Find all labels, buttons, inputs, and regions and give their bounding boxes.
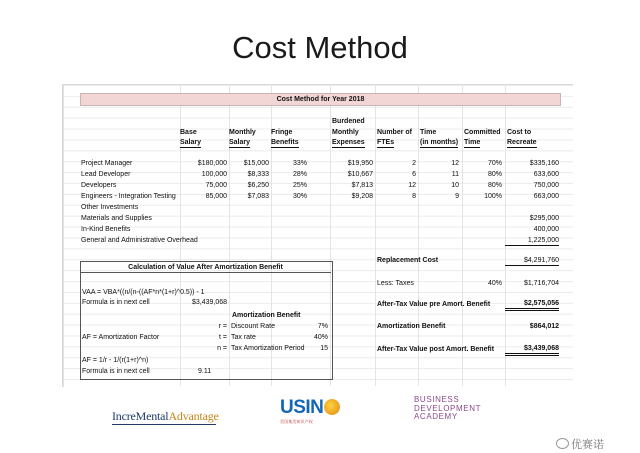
logo-text: BUSINESS: [414, 395, 460, 404]
header-burdened: Burdened: [332, 118, 365, 125]
amort-benefit-label: Amortization Benefit: [377, 323, 446, 330]
cell-burdened: $10,667: [347, 171, 373, 178]
less-taxes-label: Less: Taxes: [377, 280, 414, 287]
cell-committed: 80%: [487, 171, 502, 178]
table-title-band: [80, 93, 561, 106]
watermark-text: 优赛诺: [571, 439, 604, 451]
cell-burdened: $19,950: [347, 160, 373, 167]
header-time: Time: [420, 129, 437, 136]
cell-ftes: 6: [412, 171, 416, 178]
row-label: Other Investments: [81, 204, 139, 211]
param-name: Discount Rate: [231, 323, 275, 330]
param-value: 40%: [313, 334, 328, 341]
less-taxes-value: $1,716,704: [523, 280, 559, 287]
row-label: In-Kind Benefits: [81, 226, 131, 233]
cell-fringe: 25%: [292, 182, 307, 189]
param-value: 15: [320, 345, 328, 352]
header-ftes: Number of: [377, 129, 412, 136]
header-fringe-2: Benefits: [271, 139, 299, 146]
table-title: Cost Method for Year 2018: [276, 96, 365, 103]
cell-months: 12: [451, 160, 459, 167]
header-committed-2: Time: [464, 139, 481, 146]
vaa-value: $3,439,068: [192, 299, 228, 306]
vaa-formula: VAA = VBA*((n/(n-((AF*n*(1+r)^0.5)) - 1: [82, 289, 205, 296]
replacement-cost-value: $4,291,760: [505, 256, 559, 266]
logo-text: ACADEMY: [414, 412, 458, 421]
param-name: Tax Amortization Period: [231, 345, 305, 352]
header-monthly-2: Salary: [229, 139, 251, 146]
amort-benefit-value: $864,012: [529, 323, 559, 330]
cell-months: 11: [451, 171, 459, 178]
header-monthly: Monthly: [229, 129, 256, 136]
cell-cost: 400,000: [533, 226, 559, 233]
after-tax-post-value: $3,439,068: [505, 344, 559, 356]
param-symbol: n =: [217, 345, 227, 352]
cell-monthly: $8,333: [247, 171, 269, 178]
cell-cost: 750,000: [533, 182, 559, 189]
param-value: 7%: [317, 323, 328, 330]
row-label: Project Manager: [81, 160, 133, 167]
cell-ftes: 8: [412, 193, 416, 200]
header-burdened-2: Monthly: [332, 129, 359, 136]
cell-months: 10: [451, 182, 459, 189]
cell-burdened: $9,208: [351, 193, 373, 200]
cell-base: 100,000: [201, 171, 227, 178]
header-base: Base: [180, 129, 197, 136]
calculation-box-header: [80, 261, 331, 273]
cell-fringe: 33%: [292, 160, 307, 167]
logo-text: IncreMental: [112, 409, 169, 423]
header-committed: Committed: [464, 129, 501, 136]
less-taxes-rate: 40%: [487, 280, 502, 287]
cell-ftes: 2: [412, 160, 416, 167]
cell-monthly: $15,000: [243, 160, 269, 167]
cell-cost: 633,600: [533, 171, 559, 178]
incremental-advantage-logo: [112, 409, 219, 424]
row-label: Developers: [81, 182, 117, 189]
cell-committed: 100%: [484, 193, 502, 200]
usino-o-icon: [324, 399, 340, 415]
after-tax-post-label: After-Tax Value post Amort. Benefit: [377, 346, 495, 353]
af-value: 9.11: [198, 368, 212, 375]
logo-text: DEVELOPMENT: [414, 403, 482, 413]
af-formula: AF = 1/r - 1/(r(1+r)^n): [82, 357, 149, 364]
logo-text: Advantage: [168, 409, 219, 423]
param-symbol: r =: [218, 323, 227, 330]
after-tax-pre-value: $2,575,056: [505, 299, 559, 311]
cell-base: $180,000: [197, 160, 227, 167]
cell-monthly: $7,083: [247, 193, 269, 200]
vaa-formula-note: Formula is in next cell: [82, 299, 150, 306]
cell-fringe: 28%: [292, 171, 307, 178]
header-base-2: Salary: [180, 139, 202, 146]
param-symbol: t =: [219, 334, 227, 341]
logo-text: USIN: [280, 397, 324, 418]
cell-committed: 80%: [487, 182, 502, 189]
cell-months: 9: [455, 193, 459, 200]
cell-committed: 70%: [487, 160, 502, 167]
af-formula-note: Formula is in next cell: [82, 368, 150, 375]
slide-title: Cost Method: [232, 30, 408, 65]
business-development-academy-logo: [414, 396, 481, 422]
cell-cost: $295,000: [529, 215, 559, 222]
cell-burdened: $7,813: [351, 182, 373, 189]
cell-cost: 663,000: [533, 193, 559, 200]
after-tax-pre-label: After-Tax Value pre Amort. Benefit: [377, 301, 491, 308]
logo-subtext: 美国集美知识产权: [280, 419, 313, 424]
usino-logo: [280, 397, 352, 427]
header-time-2: (in months): [420, 139, 459, 146]
row-label: General and Administrative Overhead: [81, 237, 198, 244]
cell-base: 75,000: [205, 182, 227, 189]
cell-fringe: 30%: [292, 193, 307, 200]
wechat-icon: [556, 438, 569, 449]
header-ftes-2: FTEs: [377, 139, 395, 146]
cell-base: 85,000: [205, 193, 227, 200]
calculation-title: Calculation of Value After Amortization Benefit: [128, 264, 283, 271]
param-name: Tax rate: [231, 334, 256, 341]
header-burdened-3: Expenses: [332, 139, 365, 146]
header-cost: Cost to: [507, 129, 532, 136]
cell-ftes: 12: [408, 182, 416, 189]
row-label: Lead Developer: [81, 171, 131, 178]
header-fringe: Fringe: [271, 129, 293, 136]
header-cost-2: Recreate: [507, 139, 537, 146]
cell-cost: 1,225,000: [505, 236, 559, 246]
af-label: AF = Amortization Factor: [82, 334, 160, 341]
amortization-benefit-header: Amortization Benefit: [232, 312, 301, 319]
cell-monthly: $6,250: [247, 182, 269, 189]
wechat-watermark: [556, 436, 604, 452]
replacement-cost-label: Replacement Cost: [377, 257, 439, 264]
row-label: Engineers - Integration Testing: [81, 193, 176, 200]
cell-cost: $335,160: [529, 160, 559, 167]
row-label: Materials and Supplies: [81, 215, 152, 222]
